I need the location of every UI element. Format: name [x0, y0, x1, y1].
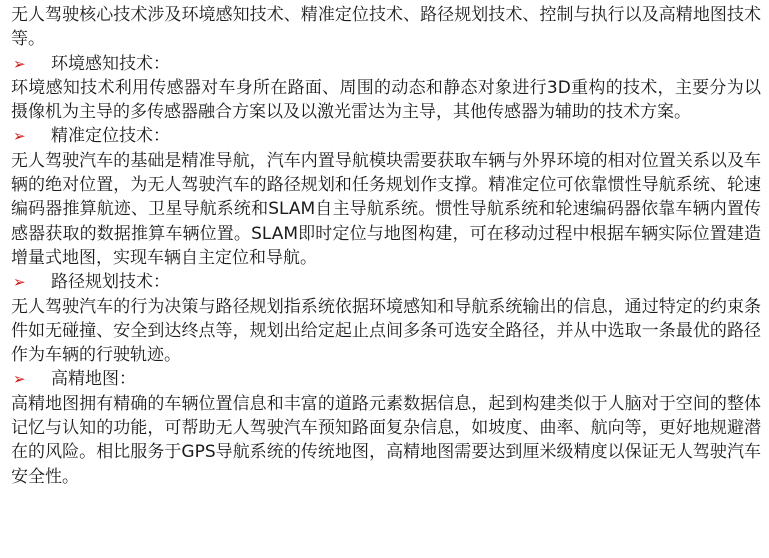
section-title: 路径规划技术： [51, 272, 170, 293]
intro-paragraph: 无人驾驶核心技术涉及环境感知技术、精准定位技术、路径规划技术、控制与执行以及高精地图技术等。 [11, 5, 761, 50]
section-heading-perception [11, 52, 761, 76]
section-paragraph: 环境感知技术利用传感器对车身所在路面、周围的动态和静态对象进行3D重构的技术，主要分为以摄像机为主导的多传感器融合方案以及以激光雷达为主导，其他传感器为辅助的技术方案。 [11, 77, 761, 123]
section-paragraph: 高精地图拥有精确的车辆位置信息和丰富的道路元素数据信息，起到构建类似于人脑对于空间的整体记忆与认知的功能，可帮助无人驾驶汽车预知路面复杂信息，如坡度、曲率、航向等，更好地规避潜在的风险。相比服务于GPS导航系统的传统地图，高精地图需要达到厘米级精度以保证无人驾驶汽车安全性。 [11, 393, 761, 487]
arrow-bullet-icon: ➢ [13, 127, 26, 146]
section-title: 精准定位技术： [51, 126, 170, 147]
arrow-bullet-icon: ➢ [13, 370, 26, 389]
section-title: 高精地图： [51, 369, 136, 390]
section-heading-hd-map [11, 367, 761, 391]
section-heading-path-planning [11, 270, 761, 294]
section-title: 环境感知技术： [51, 53, 170, 74]
section-paragraph: 无人驾驶汽车的基础是精准导航，汽车内置导航模块需要获取车辆与外界环境的相对位置关系以及车辆的绝对位置，为无人驾驶汽车的路径规划和任务规划作支撑。精准定位可依靠惯性导航系统、轮速编码器推算航迹、卫星导航系统和SLAM自主导航系统。惯性导航系统和轮速编码器依靠车辆内置传感器获取的数据推算车辆位置。SLAM即时定位与地图构建，可在移动过程中根据车辆实际位置建造增量式地图，实现车辆自主定位和导航。 [11, 150, 761, 268]
section-paragraph: 无人驾驶汽车的行为决策与路径规划指系统依据环境感知和导航系统输出的信息，通过特定的约束条件如无碰撞、安全到达终点等，规划出给定起止点间多条可选安全路径，并从中选取一条最优的路径作为车辆的行驶轨迹。 [11, 296, 761, 366]
arrow-bullet-icon: ➢ [13, 273, 26, 292]
section-heading-localization [11, 124, 761, 148]
arrow-bullet-icon: ➢ [13, 54, 26, 73]
